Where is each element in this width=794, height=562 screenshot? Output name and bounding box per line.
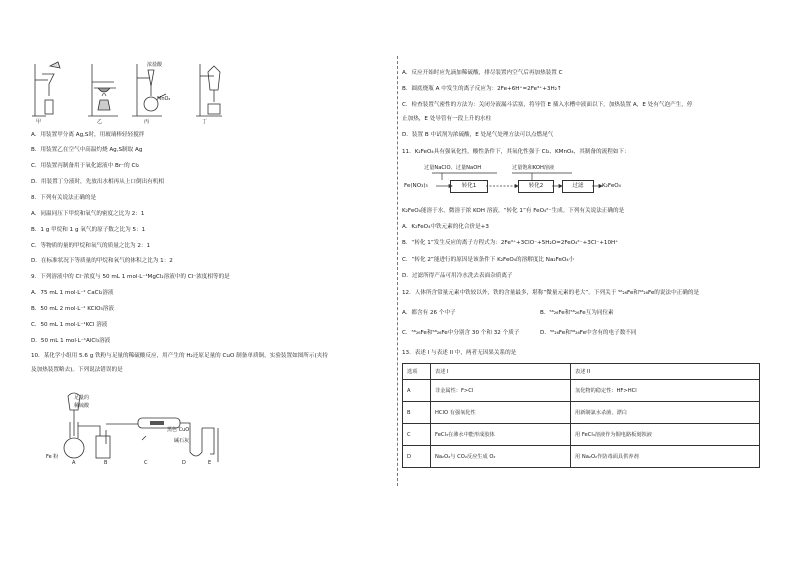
- table-cell: 用 FeCl₃溶液作为铜电路板刻蚀液: [571, 424, 760, 446]
- q8-option-c: C．等物质的量的甲烷和氧气的质量之比为 2：1: [31, 243, 151, 249]
- q10-label-fe: Fe 粉: [46, 454, 59, 460]
- q13-title: 13．表述 I 与表述 II 中，两者无因果关系的是: [402, 350, 517, 356]
- q10-letter-b: B: [104, 460, 108, 466]
- flow-step3: 过滤: [562, 180, 594, 193]
- label-mno2: MnO₂: [157, 96, 171, 102]
- flow-reagents-1: 过量NaClO、过量NaOH: [424, 165, 482, 171]
- table-row: [403, 402, 760, 424]
- apparatus-label-bing: 丙: [144, 119, 150, 125]
- table-cell: HClO 有强氧化性: [431, 402, 571, 424]
- q8-option-b: B．1 g 甲烷和 1 g 氧气的原子数之比为 5：1: [31, 227, 146, 233]
- q9-title: 9．下列溶液中的 Cl⁻浓度与 50 mL 1 mol·L⁻¹MgCl₂溶液中的 Cl⁻浓度相等的是: [31, 274, 230, 280]
- table-header: 选项: [403, 364, 431, 380]
- apparatus-label-jia: 甲: [36, 119, 42, 125]
- apparatus-label-yi: 乙: [97, 119, 103, 125]
- q10-letter-a: A: [72, 460, 76, 466]
- flow-arrows: [402, 172, 612, 192]
- table-row: [403, 380, 760, 402]
- apparatus-jia: [32, 62, 60, 116]
- apparatus-yi: [88, 64, 118, 116]
- table-header: 表述 I: [431, 364, 571, 380]
- q11-option-d: D．过滤所得产品可用冷水洗去表面杂质离子: [402, 273, 513, 279]
- q10-label-cuo: 黑色 CuO: [167, 427, 190, 433]
- table-cell: Na₂O₂与 CO₂反应生成 O₂: [431, 446, 571, 468]
- q11-option-b: B．“转化 1”发生反应的离子方程式为：2Fe³⁺+3ClO⁻+5H₂O=2FeO₄²⁻+3Cl⁻+10H⁺: [402, 240, 619, 246]
- q10-option-a: A．反应开始时应先滴加稀硫酸，排尽装置内空气后再加热装置 C: [402, 70, 563, 76]
- q9-option-c: C．50 mL 1 mol·L⁻¹KCl 溶液: [31, 322, 108, 328]
- column-divider: [397, 56, 398, 486]
- q12-title: 12．人体所含常量元素中铁较以外，铁的含量最多，堪称“微量元素的老大”。下列关于 ⁵⁶₂₆Fe和⁵⁸₂₆Fe的说法中正确的是: [402, 290, 700, 296]
- table-header-row: [403, 364, 760, 380]
- q-prev-option-d: D．用装置丁分液时，先放出水相再从上口倒出有机相: [31, 179, 164, 185]
- flow-start: Fe(NO₃)₃: [404, 183, 428, 189]
- table-cell: 氢化物的稳定性：HF>HCl: [571, 380, 760, 402]
- q8-option-a: A．同温同压下甲烷和氧气的密度之比为 2：1: [31, 211, 145, 217]
- apparatus-label-ding: 丁: [202, 119, 208, 125]
- label-hcl: 浓盐酸: [147, 62, 163, 68]
- q10-letter-d: D: [182, 460, 186, 466]
- q-prev-option-b: B．用装置乙在空气中高温灼烧 Ag,S制取 Ag: [31, 147, 143, 153]
- q10-title-line1: 10．某化学小组用 5.6 g 铁粉与足量的稀硫酸反应，用产生的 H₂还原足量的 CuO 制备单质铜，实验装置如图所示(夹持: [31, 353, 328, 359]
- flow-step2: 转化2: [518, 180, 554, 193]
- q10-option-b: B．圆底烧瓶 A 中发生的离子反应为：2Fe+6H⁺=2Fe³⁺+3H₂↑: [402, 86, 562, 92]
- apparatus-ding: [196, 64, 222, 116]
- q9-option-d: D．50 mL 1 mol·L⁻¹AlCl₃溶液: [31, 338, 111, 344]
- flow-step1: 转化1: [450, 180, 488, 193]
- table-header: 表述 II: [571, 364, 760, 380]
- q9-option-b: B．50 mL 2 mol·L⁻¹ KClO₃溶液: [31, 306, 114, 312]
- q10-option-c-line2: 止加热，E 处导管有一段上升的水柱: [402, 116, 492, 122]
- q9-option-a: A．75 mL 1 mol·L⁻¹ CaCl₂溶液: [31, 290, 114, 296]
- q10-letter-c: C: [144, 460, 148, 466]
- table-cell: 用新制氯水杀菌、漂白: [571, 402, 760, 424]
- flow-reagents-2: 过量饱和KOH溶液: [512, 165, 555, 171]
- q11-title: 11．K₂FeO₄具有强氧化性，酸性条件下，其氧化性强于 Cl₂、KMnO₄，其制备的流程如下：: [402, 149, 630, 155]
- apparatus-bing: [132, 64, 166, 116]
- q10-letter-e: E: [208, 460, 212, 466]
- q10-option-c-line1: C．检查装置气密性的方法为：关闭分液漏斗活塞，将导管 E 插入水槽中液面以下，加热装置 A，E 处有气泡产生，停: [402, 102, 693, 108]
- q-prev-option-c: C．用装置丙制备用于氧化滤液中 Br⁻的 Cl₂: [31, 163, 140, 169]
- q13-table: [402, 363, 760, 468]
- table-row: [403, 424, 760, 446]
- q8-option-d: D．在标准状况下等质量的甲烷和氧气的体积之比为 1：2: [31, 258, 173, 264]
- table-cell: A: [403, 380, 431, 402]
- table-cell: 非金属性：F>Cl: [431, 380, 571, 402]
- table-row: [403, 446, 760, 468]
- q10-label-lime: 碱石灰: [174, 438, 190, 444]
- q11-option-a: A．K₂FeO₄中铁元素的化合价是+3: [402, 224, 489, 230]
- q8-title: 8．下列有关说法正确的是: [31, 195, 97, 201]
- q11-desc: K₂FeO₄能溶于水，微溶于浓 KOH 溶液，“转化 1”有 FeO₄²⁻生成。下列有关说法正确的是: [402, 208, 625, 214]
- q11-option-c: C．“转化 2”能进行的原因是该条件下 K₂FeO₄的溶解度比 Na₂FeO₄小: [402, 257, 575, 263]
- q10-label-acid2: 稀硫酸: [74, 403, 90, 409]
- q10-option-d: D．装置 B 中试剂为浓硫酸，E 处尾气处理方法可以点燃尾气: [402, 132, 554, 138]
- q10-label-acid: 足量的: [74, 395, 90, 401]
- table-cell: C: [403, 424, 431, 446]
- q12-option-d: D．⁵⁶₂₆Fe和⁵⁸₂₆Fe中含有的电子数不同: [540, 330, 637, 336]
- flow-product: K₂FeO₄: [602, 183, 621, 189]
- q12-option-b: B．⁵⁶₂₆Fe和⁵⁸₂₆Fe互为同位素: [540, 310, 614, 316]
- table-cell: 用 Na₂O₂作防毒面具供养剂: [571, 446, 760, 468]
- q12-option-c: C．⁵⁶₂₆Fe和⁵⁸₂₆Fe中分别含 30 个和 32 个质子: [402, 330, 520, 336]
- table-cell: D: [403, 446, 431, 468]
- table-cell: FeCl₃在沸水中能形成胶体: [431, 424, 571, 446]
- q-prev-option-a: A．用装置甲分离 Ag,S时，用玻璃棒轻轻搅拌: [31, 132, 145, 138]
- q10-title-line2: 及加热装置略去)。下列说法错误的是: [31, 367, 123, 373]
- table-cell: B: [403, 402, 431, 424]
- q12-option-a: A．都含有 26 个中子: [402, 310, 456, 316]
